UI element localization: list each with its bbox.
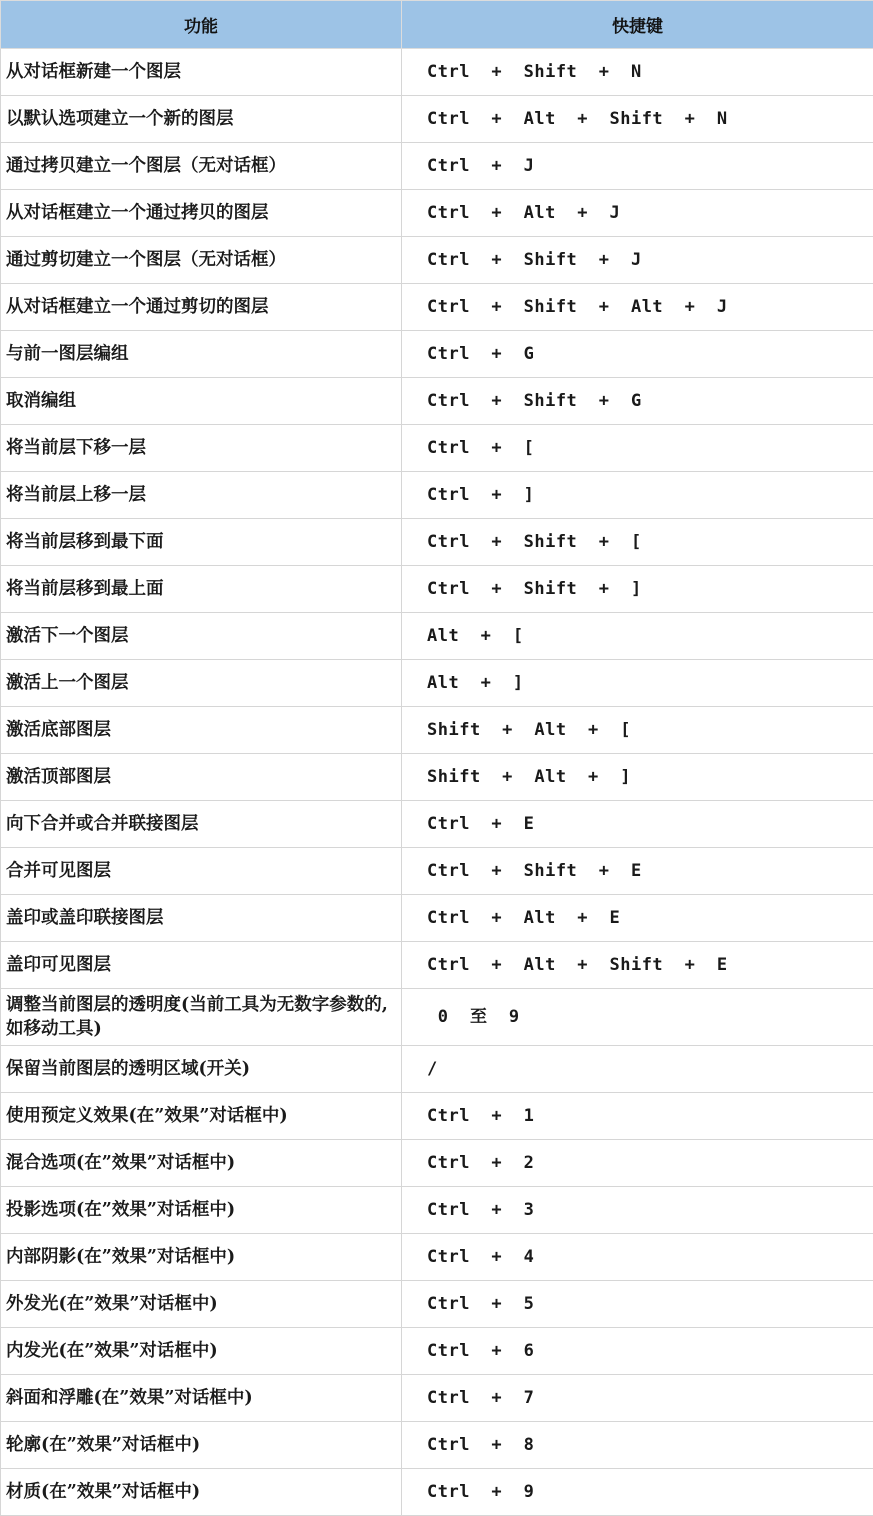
shortcut-cell: Ctrl + ] — [402, 472, 873, 519]
shortcut-cell: Ctrl + Shift + N — [402, 49, 873, 96]
table-row — [1, 1234, 873, 1281]
shortcut-cell: Ctrl + Alt + J — [402, 190, 873, 237]
function-cell: 盖印可见图层 — [1, 942, 402, 989]
function-cell: 保留当前图层的透明区域(开关) — [1, 1046, 402, 1093]
table-row — [1, 660, 873, 707]
shortcut-cell: Ctrl + G — [402, 331, 873, 378]
header-function: 功能 — [1, 1, 402, 49]
shortcut-cell: Ctrl + 2 — [402, 1140, 873, 1187]
table-row — [1, 49, 873, 96]
function-cell: 将当前层移到最上面 — [1, 566, 402, 613]
shortcut-cell: Alt + ] — [402, 660, 873, 707]
shortcut-cell: / — [402, 1046, 873, 1093]
table-row — [1, 378, 873, 425]
function-cell: 激活下一个图层 — [1, 613, 402, 660]
table-row — [1, 190, 873, 237]
function-cell: 取消编组 — [1, 378, 402, 425]
function-cell: 使用预定义效果(在”效果”对话框中) — [1, 1093, 402, 1140]
function-cell: 斜面和浮雕(在”效果”对话框中) — [1, 1375, 402, 1422]
shortcut-cell: Ctrl + Shift + E — [402, 848, 873, 895]
shortcut-cell: Ctrl + 1 — [402, 1093, 873, 1140]
table-row — [1, 754, 873, 801]
table-row — [1, 96, 873, 143]
shortcut-cell: Ctrl + E — [402, 801, 873, 848]
table-row — [1, 848, 873, 895]
table-body — [1, 49, 873, 1516]
shortcut-cell: Ctrl + 7 — [402, 1375, 873, 1422]
table-row — [1, 942, 873, 989]
table-header — [1, 1, 873, 49]
shortcut-cell: Ctrl + Shift + Alt + J — [402, 284, 873, 331]
function-cell: 通过拷贝建立一个图层（无对话框） — [1, 143, 402, 190]
function-cell: 混合选项(在”效果”对话框中) — [1, 1140, 402, 1187]
table-row — [1, 472, 873, 519]
function-cell: 从对话框新建一个图层 — [1, 49, 402, 96]
function-cell: 盖印或盖印联接图层 — [1, 895, 402, 942]
table-row — [1, 707, 873, 754]
table-row — [1, 1469, 873, 1516]
function-cell: 以默认选项建立一个新的图层 — [1, 96, 402, 143]
function-cell: 激活底部图层 — [1, 707, 402, 754]
shortcut-cell: Ctrl + 6 — [402, 1328, 873, 1375]
shortcut-cell: Ctrl + [ — [402, 425, 873, 472]
table-row — [1, 1093, 873, 1140]
table-row — [1, 1422, 873, 1469]
table-row — [1, 1140, 873, 1187]
shortcut-cell: Ctrl + 4 — [402, 1234, 873, 1281]
shortcut-cell: Shift + Alt + ] — [402, 754, 873, 801]
header-row — [1, 1, 873, 49]
function-cell: 向下合并或合并联接图层 — [1, 801, 402, 848]
shortcut-cell: Ctrl + 8 — [402, 1422, 873, 1469]
function-cell: 合并可见图层 — [1, 848, 402, 895]
function-cell: 从对话框建立一个通过拷贝的图层 — [1, 190, 402, 237]
shortcut-cell: Alt + [ — [402, 613, 873, 660]
function-cell: 将当前层移到最下面 — [1, 519, 402, 566]
function-cell: 轮廓(在”效果”对话框中) — [1, 1422, 402, 1469]
table-row — [1, 143, 873, 190]
function-cell: 调整当前图层的透明度(当前工具为无数字参数的,如移动工具) — [1, 989, 402, 1046]
shortcut-cell: Ctrl + J — [402, 143, 873, 190]
shortcut-cell: Ctrl + Alt + Shift + E — [402, 942, 873, 989]
table-row — [1, 989, 873, 1046]
table-row — [1, 613, 873, 660]
table-row — [1, 801, 873, 848]
shortcut-cell: Ctrl + Shift + J — [402, 237, 873, 284]
shortcut-cell: Ctrl + Alt + Shift + N — [402, 96, 873, 143]
function-cell: 内发光(在”效果”对话框中) — [1, 1328, 402, 1375]
function-cell: 通过剪切建立一个图层（无对话框） — [1, 237, 402, 284]
table-row — [1, 237, 873, 284]
table-row — [1, 1328, 873, 1375]
shortcut-cell: Ctrl + 3 — [402, 1187, 873, 1234]
function-cell: 材质(在”效果”对话框中) — [1, 1469, 402, 1516]
function-cell: 激活上一个图层 — [1, 660, 402, 707]
function-cell: 外发光(在”效果”对话框中) — [1, 1281, 402, 1328]
shortcut-cell: Shift + Alt + [ — [402, 707, 873, 754]
function-cell: 与前一图层编组 — [1, 331, 402, 378]
table-row — [1, 895, 873, 942]
shortcut-cell: Ctrl + 9 — [402, 1469, 873, 1516]
shortcut-cell: Ctrl + Shift + [ — [402, 519, 873, 566]
table-row — [1, 1046, 873, 1093]
table-row — [1, 566, 873, 613]
table-row — [1, 1375, 873, 1422]
table-row — [1, 284, 873, 331]
function-cell: 将当前层上移一层 — [1, 472, 402, 519]
table-row — [1, 331, 873, 378]
shortcut-cell: Ctrl + 5 — [402, 1281, 873, 1328]
function-cell: 激活顶部图层 — [1, 754, 402, 801]
function-cell: 从对话框建立一个通过剪切的图层 — [1, 284, 402, 331]
shortcut-cell: Ctrl + Alt + E — [402, 895, 873, 942]
shortcut-cell: Ctrl + Shift + G — [402, 378, 873, 425]
table-row — [1, 519, 873, 566]
shortcut-cell: 0 至 9 — [402, 989, 873, 1046]
table-row — [1, 1281, 873, 1328]
header-shortcut: 快捷键 — [402, 1, 873, 49]
function-cell: 将当前层下移一层 — [1, 425, 402, 472]
table-row — [1, 1187, 873, 1234]
function-cell: 内部阴影(在”效果”对话框中) — [1, 1234, 402, 1281]
table-row — [1, 425, 873, 472]
shortcut-cell: Ctrl + Shift + ] — [402, 566, 873, 613]
function-cell: 投影选项(在”效果”对话框中) — [1, 1187, 402, 1234]
